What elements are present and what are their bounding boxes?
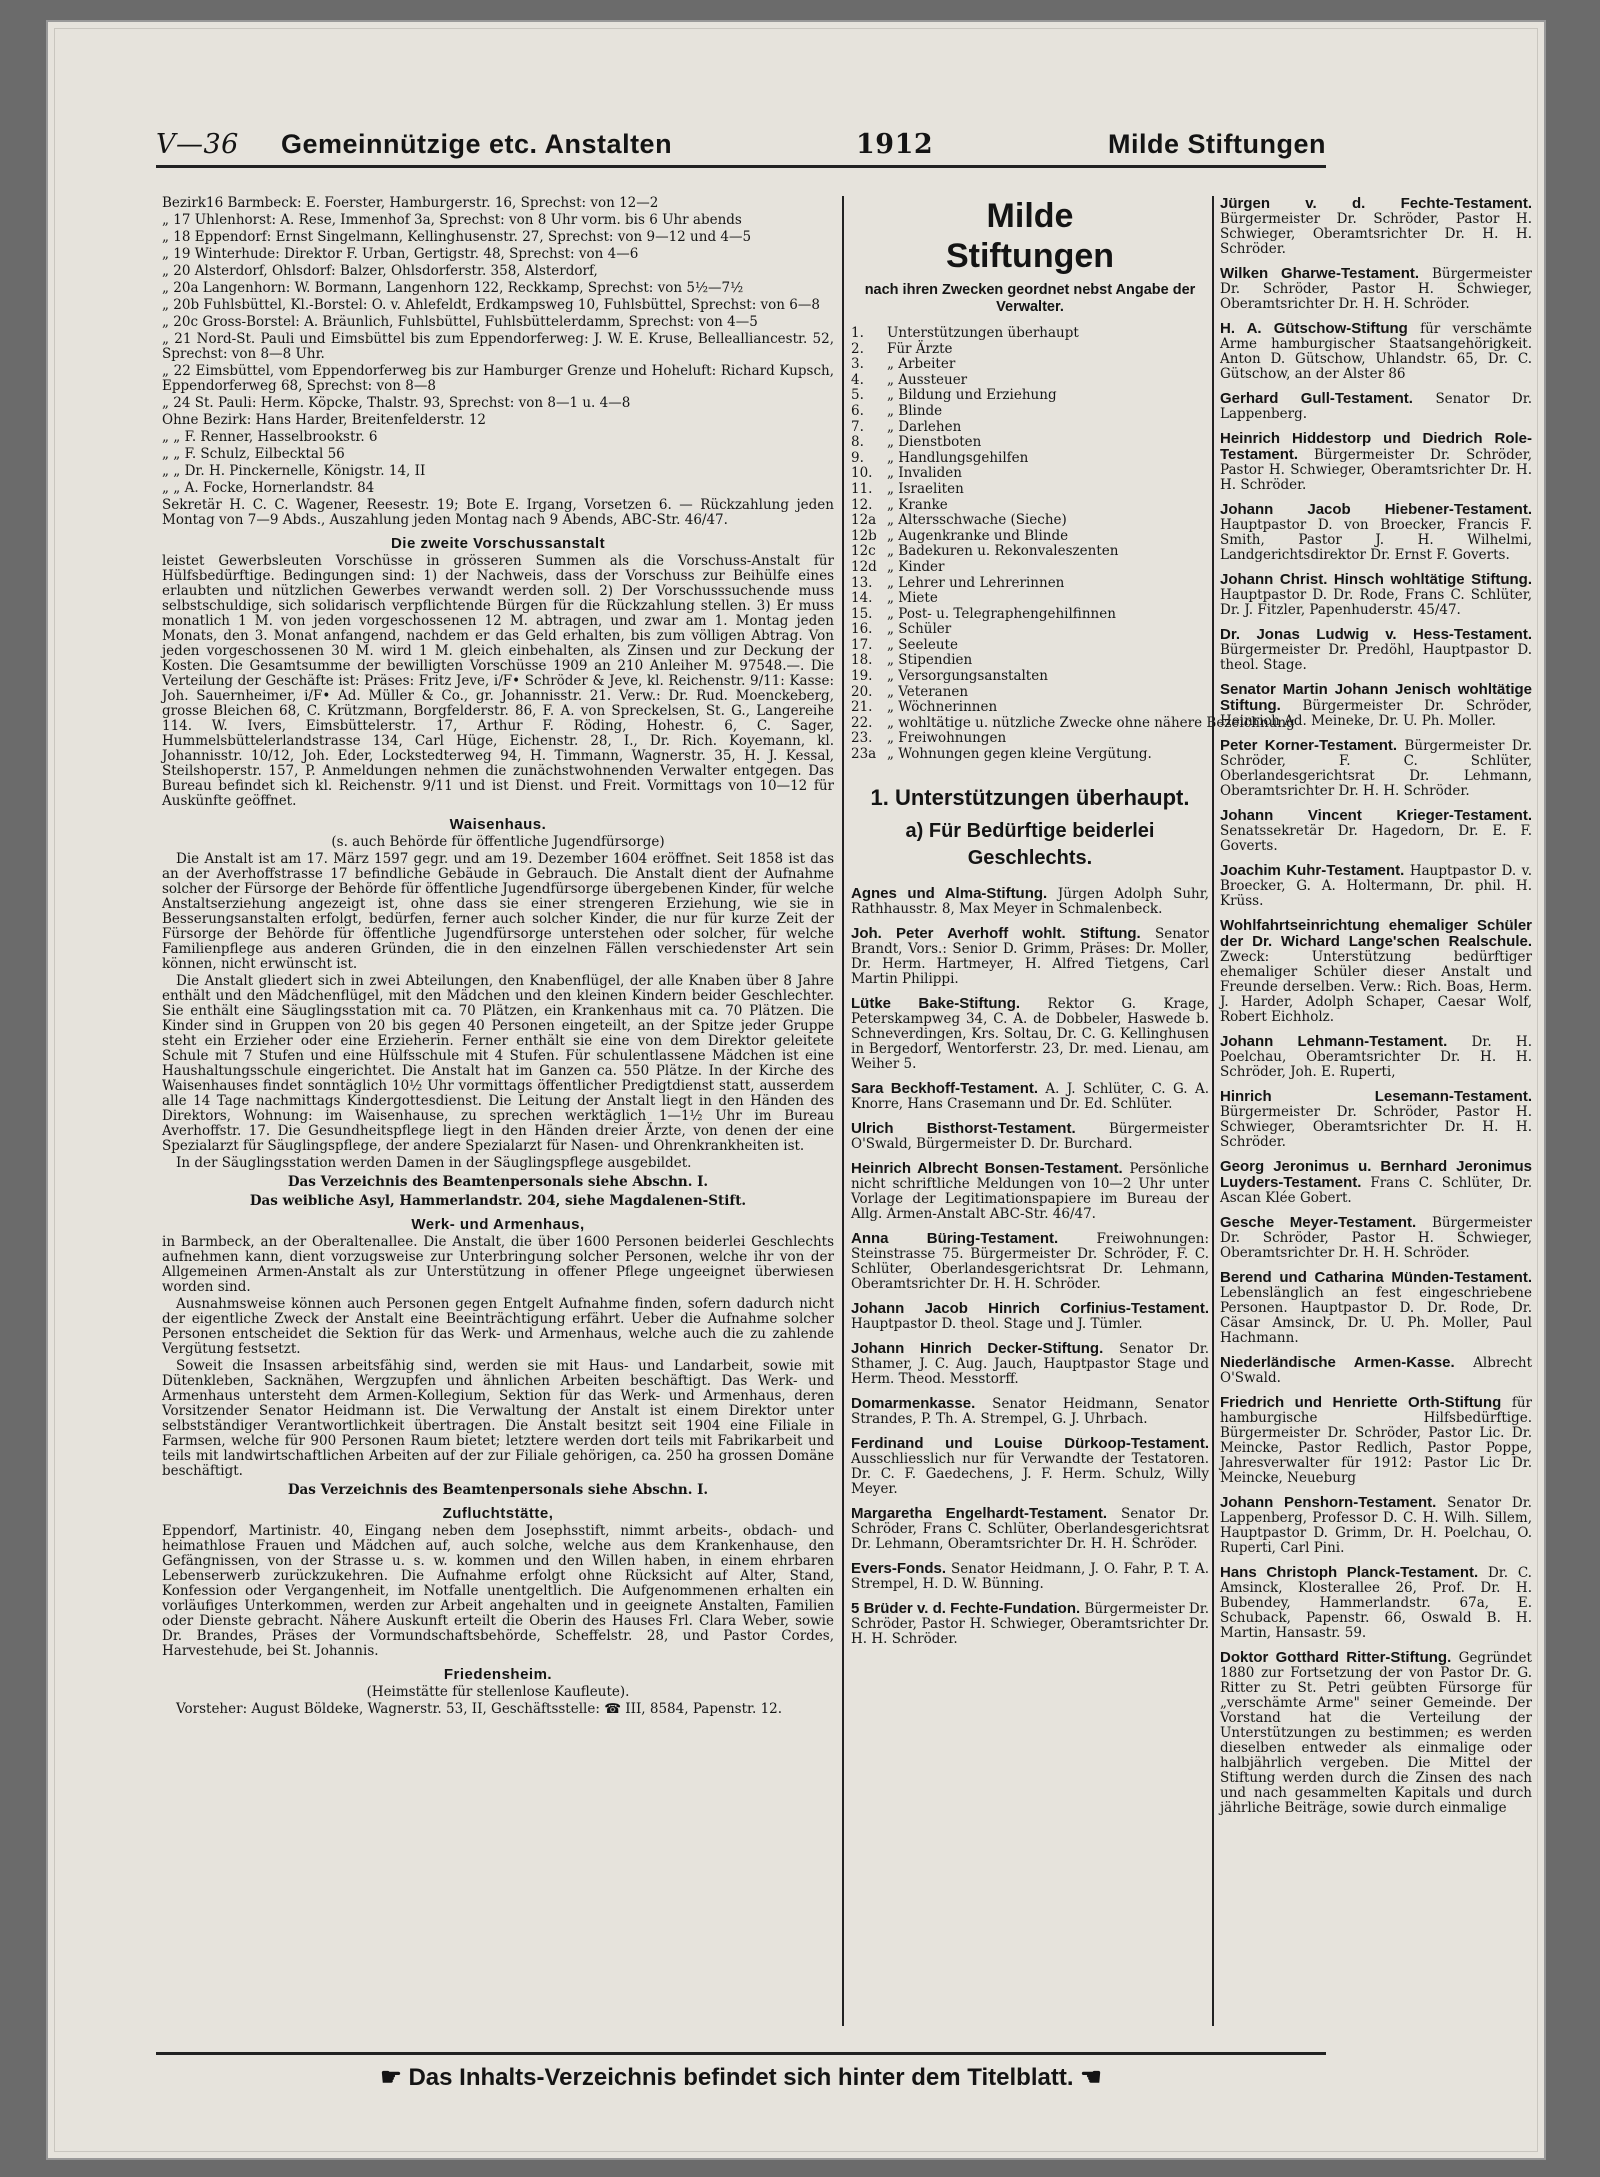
category-item [851, 342, 1209, 358]
foundation-name: Peter Korner-Testament. [1220, 737, 1398, 754]
foundation-entry [1220, 1495, 1532, 1556]
foundation-name: Joachim Kuhr-Testament. [1220, 862, 1405, 879]
category-item [851, 700, 1209, 716]
foundation-administrators: Senator Dr. Sthamer, J. C. Aug. Jauch, Hauptpastor Stage und Herm. Theod. Messtorff. [851, 1340, 1209, 1387]
weibliche-asyl-note: Das weibliche Asyl, Hammerlandstr. 204, siehe Magdalenen-Stift. [249, 1193, 747, 1209]
category-number: 20. [851, 683, 873, 700]
category-label: „ Aussteuer [887, 371, 968, 388]
foundation-entry [1220, 1270, 1532, 1346]
foundation-entry [851, 1161, 1209, 1222]
foundation-entry [1220, 918, 1532, 1025]
category-label: „ wohltätige u. nützliche Zwecke ohne nähere Bezeichnung [887, 714, 1295, 731]
foundation-entry [851, 1506, 1209, 1552]
foundation-administrators: Rektor G. Krage, Peterskampweg 34, C. A. de Dobbeler, Haswede b. Schneverdingen, Krs. Soltau, Dr. C. G. Kellinghusen in Bergedorf, Wentorferstr. 23, Dr. med. Lienau, am Weiher 5. [851, 995, 1209, 1072]
category-number: 12b [851, 527, 877, 544]
foundation-administrators: Bürgermeister Dr. Schröder, Pastor H. Schwieger, Oberamtsrichter Dr. H. H. Schröder. [1220, 447, 1532, 493]
category-number: 12a [851, 512, 877, 529]
friedensheim-title: Friedensheim. [443, 1666, 553, 1683]
category-item [851, 529, 1209, 545]
category-number: 10. [851, 465, 873, 482]
category-label: „ Augenkranke und Blinde [887, 527, 1069, 544]
district-line: „ „ A. Focke, Hornerlandstr. 84 [162, 480, 375, 496]
foundation-name: Doktor Gotthard Ritter-Stiftung. [1220, 1649, 1452, 1666]
waisenhaus-text-1: Die Anstalt ist am 17. März 1597 gegr. und am 19. Dezember 1604 eröffnet. Seit 1858 ist das an der Averhoffstrasse 17 befindliche Gebäude in Gebrauch. Die Anstalt dient der Aufnahme solcher der Fürsorge der Behörde für öffentliche Jugendfürsorge übergebenen Kinder, für welche Anstaltserziehung angezeigt ist, ohne dass sie einer strengeren Erziehung, wie sie in Besserungsanstalten erfolgt, bedürfen, ferner auch solcher Kinder, die nur für kurze Zeit der Fürsorge der Behörde für öffentliche Jugendfürsorge unterstehen oder solcher, für welche Familienpflege aus anderen Gründen, die in den einzelnen Fällen verschiedenster Art sein können, nicht erwünscht ist. [162, 851, 834, 972]
werk-armenhaus-title: Werk- und Armenhaus, [411, 1216, 585, 1233]
foundation-entry [1220, 1355, 1532, 1386]
foundation-entry [1220, 1565, 1532, 1641]
category-number: 17. [851, 636, 873, 653]
category-number: 15. [851, 605, 873, 622]
werk-armenhaus-text-1: in Barmbeck, an der Oberaltenallee. Die Anstalt, die über 1600 Personen beiderlei Geschlechts aufnehmen kann, dient vorzugsweise zur Unterbringung solcher Personen, welche ihr von der Allgemeinen Armen-Anstalt als zur Unterstützung in offener Pflege ungeeignet überwiesen worden sind. [162, 1234, 834, 1295]
category-label: „ Seeleute [887, 636, 958, 653]
category-label: „ Altersschwache (Sieche) [887, 512, 1067, 529]
category-item [851, 326, 1209, 342]
district-line: Bezirk16 Barmbeck: E. Foerster, Hamburgerstr. 16, Sprechst: von 12—2 [162, 195, 659, 211]
category-label: „ Israeliten [887, 480, 964, 497]
left-column [162, 196, 834, 1996]
district-line: Sekretär H. C. C. Wagener, Reesestr. 19; Bote E. Irgang, Vorsetzen 6. — Rückzahlung jeden Montag von 7—9 Abds., Auszahlung jeden Montag nach 9 Abends, ABC-Str. 46/47. [162, 497, 834, 528]
category-number: 8. [851, 434, 864, 451]
category-label: „ Wöchnerinnen [887, 699, 998, 716]
category-label: „ Wohnungen gegen kleine Vergütung. [887, 746, 1152, 763]
foundation-administrators: Dr. C. Amsinck, Klosterallee 26, Prof. Dr. H. Bubendey, Hammerlandstr. 67a, E. Schuback, Papenstr. 66, Oswald B. H. Martin, Hansastr. 59. [1220, 1565, 1532, 1641]
category-item [851, 622, 1209, 638]
foundation-administrators: Bürgermeister Dr. Predöhl, Hauptpastor D. theol. Stage. [1220, 642, 1532, 673]
district-line: „ 22 Eimsbüttel, vom Eppendorferweg bis zur Hamburger Grenze und Hoheluft: Richard Kupsch, Eppendorferweg 68, Sprechst: von 8—8 [162, 363, 834, 394]
foundation-entry [851, 1121, 1209, 1152]
foundation-name: Gerhard Gull-Testament. [1220, 390, 1413, 407]
category-label: „ Veteranen [887, 683, 969, 700]
foundation-entry [1220, 808, 1532, 854]
footer-note [156, 2052, 1326, 2101]
category-item [851, 357, 1209, 373]
category-item [851, 638, 1209, 654]
foundation-entries-right [1220, 196, 1532, 1816]
foundation-name: Domarmenkasse. [851, 1394, 976, 1412]
middle-column [851, 196, 1295, 1996]
category-label: „ Blinde [887, 402, 943, 419]
scanned-page [46, 20, 1546, 2160]
foundation-entry [1220, 1395, 1532, 1486]
foundation-administrators: Dr. H. Poelchau, Oberamtsrichter Dr. H. H. Schröder, Joh. E. Ruperti, [1220, 1034, 1532, 1080]
category-number: 22. [851, 714, 873, 731]
category-number: 4. [851, 371, 864, 388]
foundation-name: Heinrich Albrecht Bonsen-Testament. [851, 1159, 1123, 1177]
milde-intro: nach ihren Zwecken geordnet nebst Angabe der Verwalter. [864, 282, 1196, 315]
category-item [851, 591, 1209, 607]
foundation-name: Johann Vincent Krieger-Testament. [1220, 807, 1532, 824]
district-line: „ „ Dr. H. Pinckernelle, Königstr. 14, II [162, 463, 426, 479]
verzeichnis-note-1: Das Verzeichnis des Beamtenpersonals siehe Abschn. I. [287, 1174, 709, 1190]
category-item [851, 466, 1209, 482]
category-item [851, 498, 1209, 514]
district-line: „ 19 Winterhude: Direktor F. Urban, Gertigstr. 48, Sprechst: von 4—6 [162, 246, 639, 262]
pointing-hand-left-icon: ☚ [1080, 2064, 1102, 2091]
foundation-name: Senator Martin Johann Jenisch wohltätige Stiftung. [1220, 681, 1532, 714]
category-number: 23a [851, 746, 877, 763]
foundation-administrators: Bürgermeister Dr. Schröder, Pastor H. Schwieger, Oberamtsrichter Dr. H. H. Schröder. [1220, 1215, 1532, 1261]
right-column [1220, 196, 1532, 1996]
foundation-name: Wilken Gharwe-Testament. [1220, 265, 1420, 282]
district-line: „ 24 St. Pauli: Herm. Köpcke, Thalstr. 93, Sprechst: von 8—1 u. 4—8 [162, 395, 631, 411]
foundation-name: Joh. Peter Averhoff wohlt. Stiftung. [851, 924, 1141, 942]
column-divider-left [842, 196, 844, 2026]
category-item [851, 653, 1209, 669]
category-label: „ Kranke [887, 496, 948, 513]
district-line: „ „ F. Schulz, Eilbecktal 56 [162, 446, 345, 462]
foundation-administrators: für hamburgische Hilfsbedürftige. Bürgermeister Dr. Schröder, Pastor Lic. Dr. Meincke, Pastor Redlich, Pastor Poppe, Jahresverwalter für 1912: Pastor Lic Dr. Meincke, Neueburg [1220, 1395, 1532, 1486]
foundation-entry [851, 886, 1209, 917]
vorschuss-title: Die zweite Vorschussanstalt [390, 535, 606, 552]
category-label: „ Versorgungsanstalten [887, 668, 1048, 685]
column-divider-right [1212, 196, 1214, 2026]
foundation-name: Johann Jacob Hiebener-Testament. [1220, 501, 1532, 518]
foundation-administrators: Bürgermeister Dr. Schröder, Pastor H. Schwieger, Oberamtsrichter Dr. H. H. Schröder. [1220, 211, 1532, 257]
category-number: 12c [851, 543, 876, 560]
category-item [851, 513, 1209, 529]
foundation-name: Lütke Bake-Stiftung. [851, 994, 1021, 1012]
category-item [851, 404, 1209, 420]
foundation-entry [1220, 266, 1532, 312]
foundation-administrators: Ausschliesslich nur für Verwandte der Testatoren. Dr. C. F. Gaedechens, J. F. Herm. Schulz, Willy Meyer. [851, 1450, 1209, 1497]
category-number: 7. [851, 418, 864, 435]
foundation-name: Niederländische Armen-Kasse. [1220, 1354, 1455, 1371]
foundation-administrators: Senator Heidmann, J. O. Fahr, P. T. A. Strempel, H. D. W. Bünning. [851, 1560, 1209, 1592]
foundation-entry [851, 926, 1209, 987]
foundation-entry [1220, 1215, 1532, 1261]
category-list [851, 325, 1295, 763]
foundation-administrators: Senator Dr. Lappenberg. [1220, 391, 1532, 422]
foundation-name: Sara Beckhoff-Testament. [851, 1079, 1039, 1097]
category-label: Unterstützungen überhaupt [887, 325, 1079, 341]
foundation-entry [851, 1301, 1209, 1332]
category-item [851, 451, 1209, 467]
waisenhaus-title: Waisenhaus. [449, 816, 547, 833]
category-label: „ Handlungsgehilfen [887, 449, 1029, 466]
foundation-entries-middle [851, 886, 1209, 1647]
foundation-entry [1220, 682, 1532, 729]
page-number: V—36 [156, 129, 239, 160]
foundation-entry [851, 1231, 1209, 1292]
district-line: „ 21 Nord-St. Pauli und Eimsbüttel bis zum Eppendorferweg: J. W. E. Kruse, Bellealliancestr. 52, Sprechst: von 8—8 Uhr. [162, 331, 834, 362]
category-number: 14. [851, 590, 873, 607]
foundation-name: Hinrich Lesemann-Testament. [1220, 1088, 1532, 1105]
category-item [851, 607, 1209, 623]
foundation-administrators: Gegründet 1880 zur Fortsetzung der von Pastor Dr. G. Ritter zu St. Petri geübten Fürsorge für „verschämte Arme" seiner Gemeinde. Der Vorstand hat die Verteilung der Unterstützungen zu bestimmen; es werden dieselben entweder als einmalige oder halbjährlich vergeben. Die Mittel der Stiftung werden durch die Zinsen des nach und nach gesammelten Kapitals und durch jährliche Beiträge, sowie durch einmalige [1220, 1650, 1532, 1816]
foundation-name: Johann Jacob Hinrich Corfinius-Testament. [851, 1299, 1209, 1317]
category-item [851, 388, 1209, 404]
foundation-name: 5 Brüder v. d. Fechte-Fundation. [851, 1599, 1081, 1617]
category-item [851, 731, 1209, 747]
foundation-entry [1220, 431, 1532, 493]
category-number: 3. [851, 356, 864, 373]
foundation-name: Jürgen v. d. Fechte-Testament. [1220, 195, 1532, 212]
category-item [851, 373, 1209, 389]
vorschuss-text: leistet Gewerbsleuten Vorschüsse in grösseren Summen als die Vorschuss-Anstalt für Hülfsbedürftige. Bedingungen sind: 1) der Nachweis, dass der Vorschuss zur Beihülfe eines erlaubten und nützlichen Gewerbes verwandt werden soll. 2) Der Vorschusssuchende muss selbstschuldige, sich solidarisch verpflichtende Bürgen für die Rückzahlung stellen. 3) Er muss monatlich 1 M. von jeden vorgeschossenen 12 M. abtragen, und zwar am 1. Montag jeden Monats, den 3. Monat anfangend, nachdem er das Geld erhalten, bis zum völligen Abtrag. Von jeden vorgeschossenen 30 M. wird 1 M. gleich einbehalten, als Zinsen und zur Deckung der Kosten. Die Gesamtsumme der bewilligten Vorschüsse 1909 an 210 Anleiher M. 97548.—. Die Verteilung der Geschäfte ist: Präses: Fritz Jeve, i/F• Schröder & Jeve, kl. Reichenstr. 9/11: Kasse: Joh. Sauernheimer, i/F• Ad. Müller & Co., gr. Johannisstr. 21. Verw.: Dr. Rud. Moenckeberg, grosse Bleichen 68, C. Krützmann, Borgfelderstr. 86, F. A. von Spreckelsen, St. G., Langereihe 114. W. Ivers, Eimsbüttelerstr. 17, Arthur F. Röding, Hohestr. 6, C. Sager, Hummelsbüttelerlandstrasse 134, Carl Hüge, Eichenstr. 28, I., Dr. Rich. Koyemann, kl. Johannisstr. 10/12, Joh. Eder, Lockstedterweg 94, H. Timmann, Wagnerstr. 35, H. J. Kessal, Steilshoperstr. 157, P. Anmeldungen nehmen die zunächstwohnenden Verwalter entgegen. Das Bureau befindet sich kl. Reichenstr. 9/11 und ist Dienst. und Freit. Vormittags von 10—12 für Auskünfte geöffnet. [162, 553, 834, 809]
district-line: „ 20 Alsterdorf, Ohlsdorf: Balzer, Ohlsdorferstr. 358, Alsterdorf, [162, 263, 598, 279]
foundation-name: H. A. Gütschow-Stiftung [1220, 320, 1408, 337]
category-label: „ Kinder [887, 558, 945, 575]
header-right-title: Milde Stiftungen [1108, 129, 1326, 159]
district-line: „ „ F. Renner, Hasselbrookstr. 6 [162, 429, 378, 445]
foundation-name: Wohlfahrtseinrichtung ehemaliger Schüler der Dr. Wichard Lange'schen Realschule. [1220, 917, 1532, 950]
foundation-administrators: Bürgermeister Dr. Schröder, F. C. Schlüter, Oberlandesgerichtsrat Dr. Lehmann, Oberamtsrichter Dr. H. H. Schröder. [1220, 738, 1532, 799]
category-label: „ Stipendien [887, 652, 973, 669]
district-line: „ 17 Uhlenhorst: A. Rese, Immenhof 3a, Sprechst: von 8 Uhr vorm. bis 6 Uhr abends [162, 212, 742, 228]
foundation-administrators: A. J. Schlüter, C. G. A. Knorre, Hans Crasemann und Dr. Ed. Schlüter. [851, 1080, 1209, 1112]
category-item [851, 714, 1295, 732]
footer-text: Das Inhalts-Verzeichnis befindet sich hinter dem Titelblatt. [408, 2064, 1074, 2091]
foundation-entry [1220, 502, 1532, 563]
category-label: „ Darlehen [887, 418, 962, 435]
category-number: 5. [851, 387, 864, 404]
foundation-name: Margaretha Engelhardt-Testament. [851, 1504, 1108, 1522]
foundation-administrators: Bürgermeister O'Swald, Bürgermeister D. Dr. Burchard. [851, 1120, 1209, 1152]
foundation-entry [851, 1601, 1209, 1647]
foundation-administrators: Zweck: Unterstützung bedürftiger ehemaliger Schüler dieser Anstalt und Freunde derselben. Verw.: Rich. Boas, Herm. J. Harder, Adolph Schaper, Caesar Wolf, Robert Eichholz. [1220, 949, 1532, 1025]
foundation-name: Hans Christoph Planck-Testament. [1220, 1564, 1479, 1581]
category-label: „ Lehrer und Lehrerinnen [887, 574, 1065, 591]
werk-armenhaus-text-3: Soweit die Insassen arbeitsfähig sind, werden sie mit Haus- und Landarbeit, sowie mit Dütenkleben, Sacknähen, Wergzupfen und ähnlichen Arbeiten beschäftigt. Das Werk- und Armenhaus untersteht dem Armen-Kollegium, Sektion für das Werk- und Armenhaus, deren Vorsitzender Senator Heidmann ist. Die Verwaltung der Anstalt ist einem Direktor unter selbstständiger Verantwortlichkeit übertragen. Die Anstalt besitzt seit 1904 eine Filiale in Farmsen, welche für 900 Personen Raum bietet; letztere werden dort teils mit Fabrikarbeit und teils mit landwirtschaftlichen Arbeiten auf der zur Filiale gehörigen, ca. 250 ha grossen Domäne beschäftigt. [162, 1358, 834, 1479]
foundation-entry [1220, 1650, 1532, 1816]
category-number: 21. [851, 699, 873, 716]
category-number: 1. [851, 325, 864, 341]
pointing-hand-right-icon: ☛ [380, 2064, 402, 2091]
foundation-name: Johann Penshorn-Testament. [1220, 1494, 1437, 1511]
category-item [851, 560, 1209, 576]
foundation-administrators: Senatssekretär Dr. Hagedorn, Dr. E. F. Goverts. [1220, 823, 1532, 854]
category-number: 19. [851, 668, 873, 685]
foundation-administrators: Frans C. Schlüter, Dr. Ascan Klée Gobert. [1220, 1175, 1532, 1206]
foundation-entry [1220, 391, 1532, 422]
category-number: 16. [851, 621, 873, 638]
foundation-administrators: für verschämte Arme hamburgischer Staatsangehörigkeit. Anton D. Gütschow, Uhlandstr. 65, Dr. C. Gütschow, an der Alster 86 [1220, 321, 1533, 382]
district-line: Ohne Bezirk: Hans Harder, Breitenfelderstr. 12 [162, 412, 487, 428]
waisenhaus-text-3: In der Säuglingsstation werden Damen in der Säuglingspflege ausgebildet. [176, 1155, 692, 1171]
milde-title-line2: Stiftungen [945, 237, 1115, 275]
category-label: „ Bildung und Erziehung [887, 387, 1057, 404]
foundation-entry [851, 1396, 1209, 1427]
section-title: 1. Unterstützungen überhaupt. [870, 784, 1190, 810]
foundation-administrators: Hauptpastor D. theol. Stage und J. Tümler. [851, 1315, 1143, 1332]
foundation-name: Johann Hinrich Decker-Stiftung. [851, 1339, 1104, 1357]
foundation-administrators: Senator Dr. Lappenberg, Professor D. C. H. Wilh. Sillem, Hauptpastor D. Grimm, Dr. H. Poelchau, O. Ruperti, Carl Pini. [1220, 1495, 1532, 1556]
foundation-administrators: Jürgen Adolph Suhr, Rathhausstr. 8, Max Meyer in Schmalenbeck. [851, 885, 1209, 917]
foundation-administrators: Bürgermeister Dr. Schröder, Heinrich Ad. Meineke, Dr. U. Ph. Moller. [1220, 698, 1532, 729]
category-item [851, 544, 1209, 560]
foundation-name: Gesche Meyer-Testament. [1220, 1214, 1417, 1231]
category-label: „ Badekuren u. Rekonvaleszenten [887, 543, 1119, 560]
foundation-name: Georg Jeronimus u. Bernhard Jeronimus Luyders-Testament. [1220, 1158, 1532, 1191]
category-label: „ Dienstboten [887, 434, 982, 451]
district-line: „ 20b Fuhlsbüttel, Kl.-Borstel: O. v. Ahlefeldt, Erdkampsweg 10, Fuhlsbüttel, Sprechst: von 6—8 [162, 297, 820, 313]
foundation-name: Johann Christ. Hinsch wohltätige Stiftung. [1220, 571, 1532, 588]
foundation-administrators: Bürgermeister Dr. Schröder, Pastor H. Schwieger, Oberamtsrichter Dr. H. H. Schröder. [1220, 266, 1533, 312]
foundation-entry [1220, 627, 1532, 673]
foundation-name: Anna Büring-Testament. [851, 1229, 1059, 1247]
category-number: 13. [851, 574, 873, 591]
category-number: 6. [851, 402, 864, 419]
section-subtitle: a) Für Bedürftige beiderlei Geschlechts. [905, 819, 1155, 869]
foundation-name: Heinrich Hiddestorp und Diedrich Role-Testament. [1220, 430, 1532, 463]
category-number: 18. [851, 652, 873, 669]
category-number: 12d [851, 558, 877, 575]
foundation-name: Agnes und Alma-Stiftung. [851, 884, 1048, 902]
werk-armenhaus-text-2: Ausnahmsweise können auch Personen gegen Entgelt Aufnahme finden, sofern dadurch nicht der eigentliche Zweck der Anstalt eine Beeinträchtigung erfährt. Ueber die Aufnahme solcher Personen entscheidet die Sektion für das Werk- und Armenhaus, welche auch die zu zahlende Vergütung festsetzt. [162, 1296, 834, 1357]
zufluchtstaette-title: Zufluchtstätte, [442, 1505, 554, 1522]
category-item [851, 435, 1209, 451]
category-number: 12. [851, 496, 873, 513]
foundation-entry [1220, 1034, 1532, 1080]
verzeichnis-note-2: Das Verzeichnis des Beamtenpersonals siehe Abschn. I. [287, 1482, 709, 1498]
foundation-administrators: Freiwohnungen: Steinstrasse 75. Bürgermeister Dr. Schröder, F. C. Schlüter, Oberlandesgerichtsrat Dr. Lehmann, Oberamtsrichter Dr. H. H. Schröder. [851, 1230, 1209, 1292]
zufluchtstaette-text: Eppendorf, Martinistr. 40, Eingang neben dem Josephsstift, nimmt arbeits-, obdach- und heimathlose Frauen und Mädchen auf, auch solche, welche aus dem Krankenhause, den Gefängnissen, von der Strasse u. s. w. kommen und den Willen haben, in einem ehrbaren Lebenserwerb zurückzukehren. Die Aufnahme erfolgt ohne Rücksicht auf Alter, Stand, Konfession oder Vergangenheit, im Notfalle unentgeltlich. Die Aufgenommenen erhalten ein vorläufiges Unterkommen, werden zur Arbeit angehalten und in geeignete Anstalten, Familien oder Dienste gebracht. Nähere Auskunft erteilt die Oberin des Hauses Frl. Clara Weber, sowie Dr. Brandes, Präses der Vormundschaftsbehörde, Scheffelstr. 28, und Pastor Cordes, Harvestehude, bei St. Johannis. [162, 1523, 834, 1659]
foundation-name: Johann Lehmann-Testament. [1220, 1033, 1448, 1050]
waisenhaus-subtitle: (s. auch Behörde für öffentliche Jugendfürsorge) [331, 834, 665, 850]
category-item [851, 669, 1209, 685]
foundation-entry [851, 996, 1209, 1072]
district-line: „ 20a Langenhorn: W. Bormann, Langenhorn 122, Reckkamp, Sprechst: von 5½—7½ [162, 280, 744, 296]
header-year: 1912 [856, 129, 934, 160]
foundation-administrators: Senator Dr. Schröder, Frans C. Schlüter, Oberlandesgerichtsrat Dr. Lehmann, Oberamtsrichter Dr. H. H. Schröder. [851, 1505, 1209, 1552]
district-line: „ 20c Gross-Borstel: A. Bräunlich, Fuhlsbüttel, Fuhlsbüttelerdamm, Sprechst: von 4—5 [162, 314, 758, 330]
category-label: „ Arbeiter [887, 356, 956, 373]
foundation-administrators: Albrecht O'Swald. [1220, 1355, 1532, 1386]
category-label: „ Schüler [887, 621, 952, 638]
foundation-entry [1220, 738, 1532, 799]
foundation-entry [851, 1081, 1209, 1112]
running-header [156, 125, 1326, 168]
district-list [162, 196, 834, 528]
foundation-administrators: Senator Heidmann, Senator Strandes, P. Th. A. Strempel, G. J. Uhrbach. [851, 1395, 1209, 1427]
category-item [851, 420, 1209, 436]
category-number: 9. [851, 449, 864, 466]
foundation-administrators: Lebenslänglich an fest eingeschriebene Personen. Hauptpastor D. Dr. Rode, Dr. Cäsar Amsinck, Dr. U. Ph. Moller, Paul Hachmann. [1220, 1285, 1532, 1346]
category-label: „ Post- u. Telegraphengehilfinnen [887, 605, 1116, 622]
category-item [851, 576, 1209, 592]
friedensheim-subtitle: (Heimstätte für stellenlose Kaufleute). [366, 1684, 630, 1700]
foundation-entry [851, 1561, 1209, 1592]
foundation-administrators: Hauptpastor D. von Broecker, Francis F. Smith, Pastor J. H. Wilhelmi, Landgerichtsdirektor Dr. Ernst F. Goverts. [1220, 517, 1532, 563]
foundation-name: Evers-Fonds. [851, 1559, 947, 1577]
category-label: „ Freiwohnungen [887, 730, 1007, 747]
foundation-name: Ulrich Bisthorst-Testament. [851, 1119, 1076, 1137]
foundation-administrators: Senator Brandt, Vors.: Senior D. Grimm, Präses: Dr. Moller, Dr. Herm. Hartmeyer, H. Alfred Tietgens, Carl Martin Philippi. [851, 925, 1209, 987]
category-label: Für Ärzte [887, 340, 953, 357]
category-number: 2. [851, 340, 864, 357]
milde-title-line1: Milde [986, 197, 1074, 235]
category-label: „ Miete [887, 590, 938, 607]
foundation-name: Friedrich und Henriette Orth-Stiftung [1220, 1394, 1502, 1411]
header-left-title: Gemeinnützige etc. Anstalten [281, 129, 673, 159]
foundation-administrators: Persönliche nicht schriftliche Meldungen von 10—2 Uhr unter Vorlage der Legitimationspapiere im Bureau der Allg. Armen-Anstalt ABC-Str. 46/47. [851, 1160, 1209, 1222]
foundation-name: Berend und Catharina Münden-Testament. [1220, 1269, 1532, 1286]
foundation-entry [851, 1341, 1209, 1387]
foundation-administrators: Bürgermeister Dr. Schröder, Pastor H. Schwieger, Oberamtsrichter Dr. H. H. Schröder. [851, 1600, 1210, 1647]
foundation-administrators: Bürgermeister Dr. Schröder, Pastor H. Schwieger, Oberamtsrichter Dr. H. H. Schröder. [1220, 1104, 1532, 1150]
category-number: 23. [851, 730, 873, 747]
category-item [851, 482, 1209, 498]
foundation-name: Dr. Jonas Ludwig v. Hess-Testament. [1220, 626, 1532, 643]
foundation-administrators: Hauptpastor D. v. Broecker, G. A. Holtermann, Dr. phil. H. Krüss. [1220, 863, 1532, 909]
friedensheim-text: Vorsteher: August Böldeke, Wagnerstr. 53, II, Geschäftsstelle: ☎ III, 8584, Papenstr. 12. [176, 1701, 783, 1717]
foundation-entry [1220, 863, 1532, 909]
category-number: 11. [851, 480, 873, 497]
district-line: „ 18 Eppendorf: Ernst Singelmann, Kellinghusenstr. 27, Sprechst: von 9—12 und 4—5 [162, 229, 752, 245]
foundation-administrators: Hauptpastor D. Dr. Rode, Frans C. Schlüter, Dr. J. Fitzler, Papenhuderstr. 45/47. [1220, 587, 1532, 618]
foundation-name: Ferdinand und Louise Dürkoop-Testament. [851, 1434, 1209, 1452]
waisenhaus-text-2: Die Anstalt gliedert sich in zwei Abteilungen, den Knabenflügel, der alle Knaben über 8 Jahre enthält und den Mädchenflügel, mit den Mädchen und den kleinen Kindern beider Geschlechter. Sie enthält eine Säuglingsstation mit ca. 70 Plätzen, ein Krankenhaus mit ca. 70 Plätzen. Die Kinder sind in Gruppen von 20 bis gegen 40 Personen eingeteilt, an der Spitze jeder Gruppe steht ein Erzieher oder eine Erzieherin. Ferner enthält sie eine von dem Direktor geleitete Schule mit 7 Stufen und eine Hülfsschule mit 4 Stufen. Für schulentlassene Mädchen ist eine Haushaltungsschule eingerichtet. Die Anstalt hat im Ganzen ca. 550 Plätze. In der Kirche des Waisenhauses findet sonntäglich 10½ Uhr vormittags öffentlicher Predigtdienst statt, ausserdem alle 14 Tage nachmittags Kindergottesdienst. Die Leitung der Anstalt liegt in den Händen des Direktors, Wohnung: im Waisenhause, zu sprechen werktäglich 1—1½ Uhr im Bureau Averhoffstr. 17. Die Gesundheitspflege liegt in den Händen dreier Ärzte, von denen der eine Spezialarzt für Säuglingspflege, der andere Spezialarzt für Nasen- und Ohrenkrankheiten ist. [162, 973, 834, 1154]
foundation-entry [1220, 1089, 1532, 1150]
foundation-entry [1220, 1159, 1532, 1206]
foundation-entry [851, 1436, 1209, 1497]
foundation-entry [1220, 196, 1532, 257]
category-label: „ Invaliden [887, 465, 962, 482]
category-item [851, 685, 1209, 701]
foundation-entry [1220, 321, 1532, 382]
foundation-entry [1220, 572, 1532, 618]
category-item [851, 747, 1209, 763]
